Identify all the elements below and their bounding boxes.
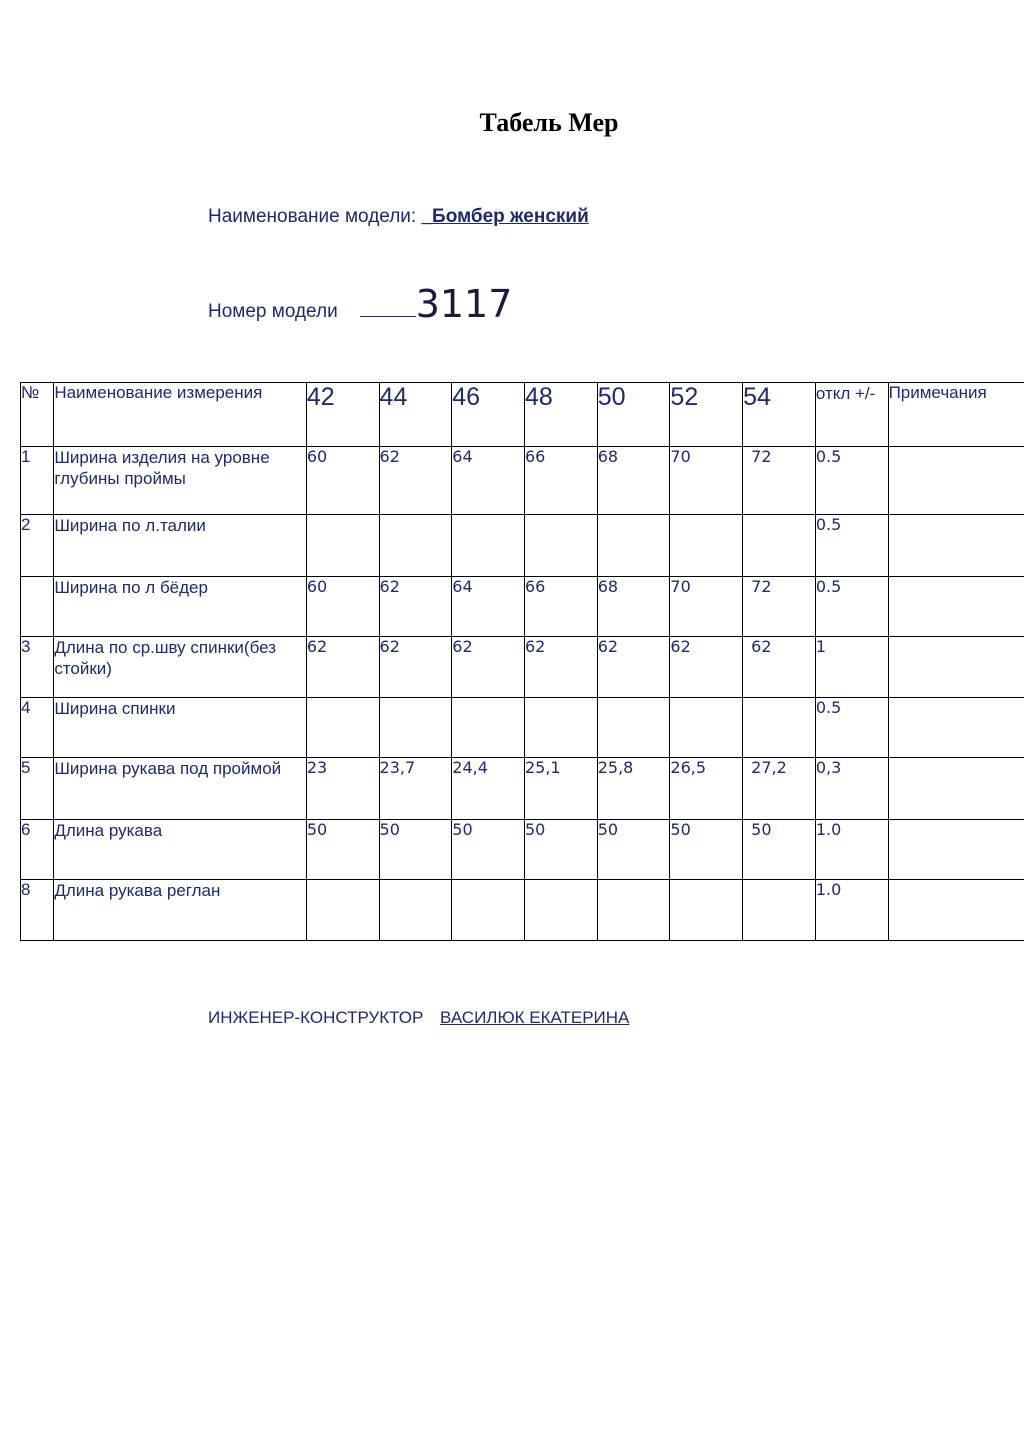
model-name-row — [208, 206, 589, 228]
row-size-value — [452, 698, 525, 758]
row-size-value: 50 — [597, 820, 670, 880]
row-measurement-name: Длина по ср.шву спинки(без стойки) — [54, 637, 307, 698]
row-measurement-name: Ширина рукава под проймой — [54, 758, 307, 820]
footer-role: ИНЖЕНЕР-КОНСТРУКТОР — [208, 1008, 424, 1027]
table-row — [21, 637, 1024, 698]
row-number: 6 — [21, 820, 54, 880]
model-number-label: Номер модели — [208, 301, 338, 322]
row-tolerance: 1.0 — [815, 880, 888, 941]
row-note — [888, 577, 1024, 637]
table-row — [21, 698, 1024, 758]
row-note — [888, 447, 1024, 515]
row-number: 5 — [21, 758, 54, 820]
header-size: 50 — [597, 383, 670, 447]
row-size-value: 68 — [597, 577, 670, 637]
header-notes: Примечания — [888, 383, 1024, 447]
row-size-value: 62 — [306, 637, 379, 698]
row-size-value — [670, 698, 743, 758]
table-body — [21, 447, 1024, 941]
row-size-value: 70 — [670, 447, 743, 515]
row-number: 2 — [21, 515, 54, 577]
row-size-value — [452, 515, 525, 577]
row-size-value: 50 — [452, 820, 525, 880]
row-number: 8 — [21, 880, 54, 941]
header-size: 42 — [306, 383, 379, 447]
row-note — [888, 515, 1024, 577]
table-row — [21, 577, 1024, 637]
row-size-value: 62 — [379, 637, 452, 698]
row-size-value: 70 — [670, 577, 743, 637]
row-size-value: 60 — [306, 447, 379, 515]
row-size-value — [670, 880, 743, 941]
row-size-value — [306, 698, 379, 758]
row-measurement-name: Ширина спинки — [54, 698, 307, 758]
document-title: Табель Мер — [479, 108, 619, 137]
row-measurement-name: Ширина по л.талии — [54, 515, 307, 577]
row-size-value — [597, 515, 670, 577]
row-tolerance: 0.5 — [815, 698, 888, 758]
row-size-value: 50 — [524, 820, 597, 880]
model-number-value: 3117 — [415, 282, 513, 326]
measurements-table — [20, 382, 1024, 941]
row-size-value — [306, 515, 379, 577]
row-size-value: 62 — [743, 637, 816, 698]
row-size-value — [597, 698, 670, 758]
table-row — [21, 758, 1024, 820]
table-row — [21, 515, 1024, 577]
row-size-value: 62 — [379, 447, 452, 515]
row-size-value: 62 — [452, 637, 525, 698]
row-size-value: 26,5 — [670, 758, 743, 820]
header-size: 46 — [452, 383, 525, 447]
table-row — [21, 880, 1024, 941]
model-number-row — [208, 282, 512, 326]
header-tolerance: откл +/- — [815, 383, 888, 447]
row-size-value: 50 — [743, 820, 816, 880]
footer-signature — [208, 1008, 629, 1028]
row-tolerance: 0,3 — [815, 758, 888, 820]
row-size-value — [524, 515, 597, 577]
row-note — [888, 880, 1024, 941]
row-note — [888, 758, 1024, 820]
row-size-value — [597, 880, 670, 941]
row-size-value: 24,4 — [452, 758, 525, 820]
row-number: 4 — [21, 698, 54, 758]
row-number: 1 — [21, 447, 54, 515]
row-size-value: 25,1 — [524, 758, 597, 820]
row-note — [888, 820, 1024, 880]
row-size-value — [306, 880, 379, 941]
row-size-value: 50 — [670, 820, 743, 880]
row-size-value: 23 — [306, 758, 379, 820]
row-tolerance: 0.5 — [815, 447, 888, 515]
row-size-value: 27,2 — [743, 758, 816, 820]
row-size-value: 62 — [597, 637, 670, 698]
row-size-value — [524, 698, 597, 758]
row-tolerance: 0.5 — [815, 515, 888, 577]
model-name-label: Наименование модели: — [208, 206, 417, 227]
row-tolerance: 0.5 — [815, 577, 888, 637]
row-size-value: 72 — [743, 577, 816, 637]
row-measurement-name: Ширина изделия на уровне глубины проймы — [54, 447, 307, 515]
header-size: 54 — [743, 383, 816, 447]
row-size-value: 62 — [379, 577, 452, 637]
row-size-value: 66 — [524, 447, 597, 515]
header-size: 52 — [670, 383, 743, 447]
row-size-value — [452, 880, 525, 941]
header-number: № — [21, 383, 54, 447]
row-size-value: 72 — [743, 447, 816, 515]
row-number — [21, 577, 54, 637]
row-size-value: 50 — [379, 820, 452, 880]
row-measurement-name: Длина рукава — [54, 820, 307, 880]
table-header-row — [21, 383, 1024, 447]
row-size-value — [524, 880, 597, 941]
row-tolerance: 1.0 — [815, 820, 888, 880]
footer-name: ВАСИЛЮК ЕКАТЕРИНА — [440, 1008, 630, 1027]
row-size-value: 50 — [306, 820, 379, 880]
row-size-value — [379, 880, 452, 941]
row-tolerance: 1 — [815, 637, 888, 698]
row-size-value: 66 — [524, 577, 597, 637]
row-size-value — [379, 698, 452, 758]
row-size-value — [743, 698, 816, 758]
model-name-value: _Бомбер женский — [421, 206, 589, 227]
row-number: 3 — [21, 637, 54, 698]
header-measurement-name: Наименование измерения — [54, 383, 307, 447]
row-size-value: 23,7 — [379, 758, 452, 820]
row-size-value: 64 — [452, 577, 525, 637]
row-size-value — [670, 515, 743, 577]
row-size-value: 25,8 — [597, 758, 670, 820]
row-size-value — [743, 880, 816, 941]
row-measurement-name: Длина рукава реглан — [54, 880, 307, 941]
model-number-underline — [360, 316, 416, 317]
row-size-value: 68 — [597, 447, 670, 515]
header-size: 48 — [524, 383, 597, 447]
row-size-value — [743, 515, 816, 577]
row-size-value: 64 — [452, 447, 525, 515]
row-measurement-name: Ширина по л бёдер — [54, 577, 307, 637]
table-row — [21, 820, 1024, 880]
header-size: 44 — [379, 383, 452, 447]
row-size-value: 60 — [306, 577, 379, 637]
row-size-value: 62 — [670, 637, 743, 698]
row-size-value — [379, 515, 452, 577]
table-row — [21, 447, 1024, 515]
row-note — [888, 698, 1024, 758]
row-size-value: 62 — [524, 637, 597, 698]
row-note — [888, 637, 1024, 698]
